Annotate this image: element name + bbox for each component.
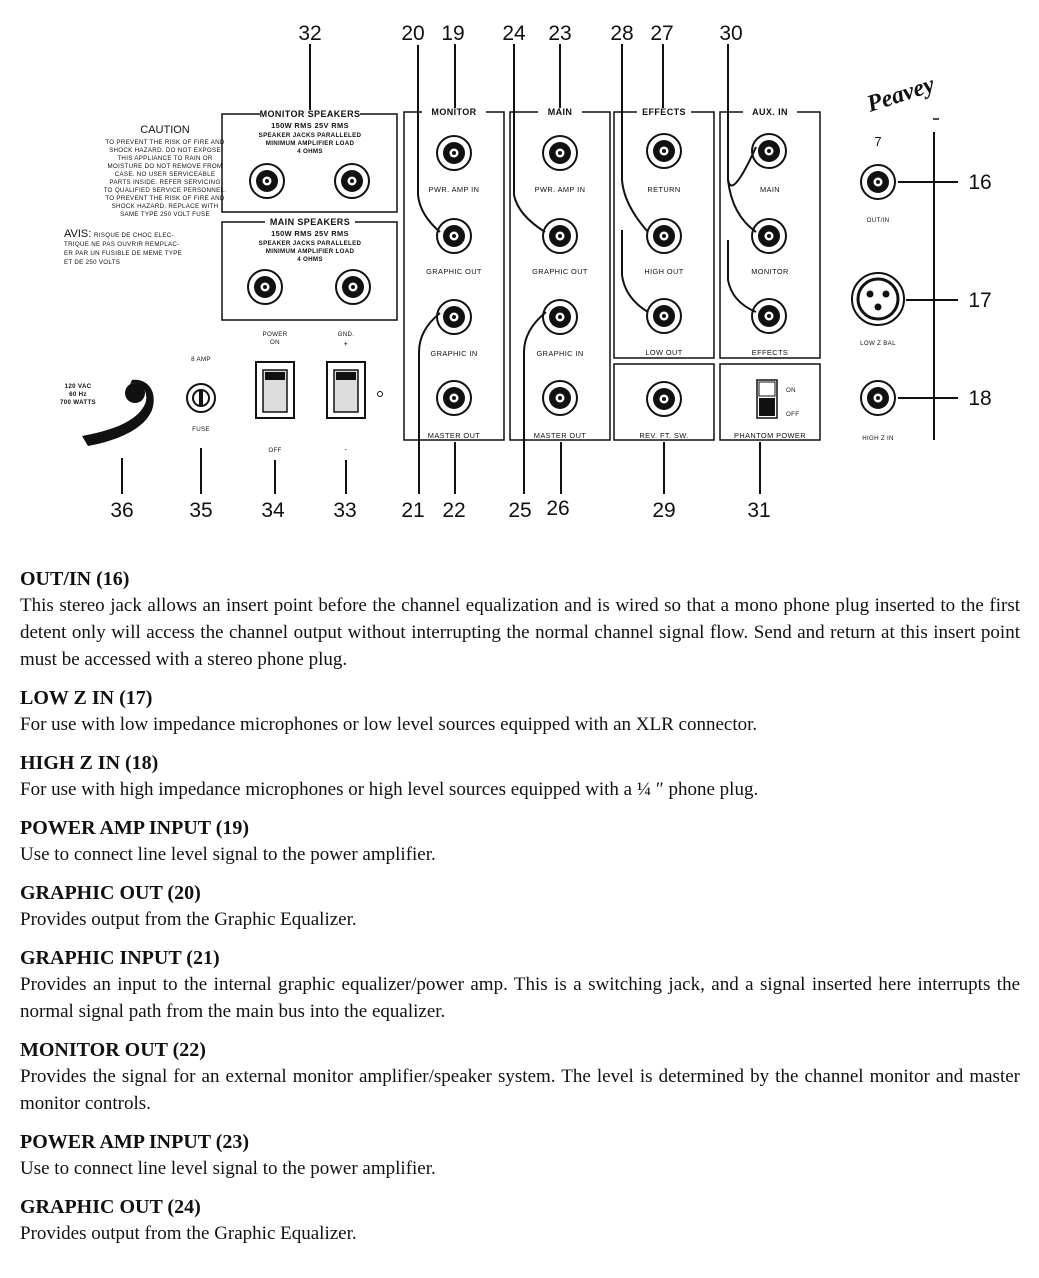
phantom-on-label: ON — [786, 387, 796, 394]
monitor-speaker-jack[interactable] — [250, 164, 284, 198]
ac-rating: 700 WATTS — [60, 399, 96, 406]
entry-title: OUT/IN (16) — [20, 568, 130, 590]
aux-main-jack[interactable] — [752, 134, 786, 168]
entry-body: This stereo jack allows an insert point before the channel equalization and is wired so that a mono phone plug inserted to the first detent only will access the channel output without interrupting the normal channel signal flow. Send and return at this insert point must be accessed with a stereo phone plug. — [20, 595, 1020, 670]
monitor-pwr-amp-in-jack[interactable] — [437, 136, 471, 170]
callout-18: 18 — [968, 387, 992, 410]
entry-body: For use with high impedance microphones or high level sources equipped with a ¼ ″ phone plug. — [20, 779, 759, 800]
caution-line: SHOCK HAZARD. REPLACE WITH — [111, 203, 219, 210]
low-z-bal-label: LOW Z BAL — [860, 340, 896, 347]
callout-24: 24 — [502, 22, 526, 45]
avis-title: AVIS: — [64, 228, 92, 240]
gnd-minus-label: - — [344, 445, 348, 454]
entry-title: POWER AMP INPUT (23) — [20, 1131, 250, 1153]
out-in-jack[interactable] — [861, 165, 895, 199]
caution-line: TO PREVENT THE RISK OF FIRE AND — [105, 139, 225, 146]
avis-line: TRIQUE NE PAS OUVRIR REMPLAC- — [64, 241, 180, 248]
entry-title: HIGH Z IN (18) — [20, 752, 159, 774]
main-pwr-amp-in-jack[interactable] — [543, 136, 577, 170]
callout-34: 34 — [261, 499, 285, 522]
entry-graphic-input-21 — [20, 945, 1020, 1025]
monitor-speakers-line: SPEAKER JACKS PARALLELED — [258, 132, 362, 139]
callout-19: 19 — [441, 22, 465, 45]
power-switch[interactable] — [256, 362, 294, 418]
main-speakers-box — [222, 216, 397, 320]
main-section-title: MAIN — [547, 107, 573, 117]
callout-17: 17 — [968, 289, 992, 312]
fuse-rating: 8 AMP — [191, 356, 211, 363]
entry-body: Provides the signal for an external monitor amplifier/speaker system. The level is determined by the channel monitor and master monitor controls. — [20, 1066, 1020, 1114]
caution-line: SAME TYPE 250 VOLT FUSE — [120, 211, 210, 218]
brand-logo-text: Peavey — [863, 71, 938, 118]
high-z-in-jack[interactable] — [861, 381, 895, 415]
entry-power-amp-input-19 — [20, 815, 1020, 868]
entry-body: Use to connect line level signal to the power amplifier. — [20, 844, 436, 865]
callout-20: 20 — [401, 22, 425, 45]
callout-23: 23 — [548, 22, 572, 45]
monitor-master-out-jack[interactable] — [437, 381, 471, 415]
effects-section-title: EFFECTS — [642, 107, 686, 117]
main-speakers-line: MINIMUM AMPLIFIER LOAD — [265, 248, 355, 255]
avis-line: ER PAR UN FUSIBLE DE MEME TYPE — [64, 250, 183, 257]
callout-27: 27 — [650, 22, 674, 45]
xlr-low-z-jack[interactable] — [852, 273, 904, 325]
aux-in-section — [720, 106, 820, 440]
entry-power-amp-input-23 — [20, 1129, 1020, 1182]
monitor-speakers-line: 4 OHMS — [297, 148, 323, 155]
main-graphic-in-jack[interactable] — [543, 300, 577, 334]
callout-26: 26 — [546, 497, 570, 520]
peavey-logo — [863, 71, 938, 118]
monitor-pwr-amp-in-label: PWR. AMP IN — [428, 185, 480, 194]
gnd-plus-label: + — [343, 339, 349, 348]
callout-36: 36 — [110, 499, 134, 522]
entry-monitor-out-22 — [20, 1037, 1020, 1117]
callout-33: 33 — [333, 499, 357, 522]
monitor-graphic-in-label: GRAPHIC IN — [430, 349, 478, 358]
entry-body: Provides output from the Graphic Equalizer. — [20, 909, 357, 930]
callout-35: 35 — [189, 499, 213, 522]
entry-body: For use with low impedance microphones or low level sources equipped with an XLR connector. — [20, 714, 758, 735]
callout-28: 28 — [610, 22, 634, 45]
callout-29: 29 — [652, 499, 676, 522]
entry-title: POWER AMP INPUT (19) — [20, 817, 250, 839]
caution-line: TO PREVENT THE RISK OF FIRE AND — [105, 195, 225, 202]
entry-graphic-out-24 — [20, 1194, 1020, 1247]
callout-32: 32 — [298, 22, 322, 45]
monitor-speakers-line: 150W RMS 25V RMS — [271, 121, 349, 130]
monitor-speakers-box — [222, 108, 397, 212]
phantom-power-switch[interactable] — [757, 380, 777, 418]
high-z-in-label: HIGH Z IN — [862, 435, 894, 442]
main-speakers-line: SPEAKER JACKS PARALLELED — [258, 240, 362, 247]
caution-title: CAUTION — [140, 124, 190, 136]
effects-low-out-label: LOW OUT — [645, 348, 683, 357]
effects-return-label: RETURN — [647, 185, 681, 194]
phantom-power-label: PHANTOM POWER — [734, 431, 806, 440]
main-master-out-jack[interactable] — [543, 381, 577, 415]
monitor-graphic-out-jack[interactable] — [437, 219, 471, 253]
channel-strip — [852, 71, 939, 442]
main-master-out-label: MASTER OUT — [533, 431, 587, 440]
entry-title: GRAPHIC INPUT (21) — [20, 947, 220, 969]
main-speakers-line: 4 OHMS — [297, 256, 323, 263]
main-graphic-out-jack[interactable] — [543, 219, 577, 253]
avis-line: ET DE 250 VOLTS — [64, 259, 121, 266]
callout-21: 21 — [401, 499, 425, 522]
ac-rating: 120 VAC — [64, 383, 92, 390]
avis-line: RISQUE DE CHOC ELEC- — [94, 232, 174, 239]
out-in-label: OUT/IN — [866, 217, 890, 224]
caution-line: MOISTURE DO NOT REMOVE FROM — [107, 163, 223, 170]
entry-title: GRAPHIC OUT (24) — [20, 1196, 201, 1218]
entry-body: Provides an input to the internal graphic equalizer/power amp. This is a switching jack, and a signal inserted here interrupts the normal signal path from the main bus into the equalizer. — [20, 974, 1020, 1022]
callout-22: 22 — [442, 499, 466, 522]
description-list — [20, 566, 1020, 1259]
monitor-speaker-jack[interactable] — [335, 164, 369, 198]
effects-section — [614, 106, 714, 440]
aux-monitor-jack[interactable] — [752, 219, 786, 253]
aux-effects-label: EFFECTS — [751, 348, 789, 357]
entry-title: MONITOR OUT (22) — [20, 1039, 206, 1061]
monitor-section-title: MONITOR — [431, 107, 477, 117]
main-pwr-amp-in-label: PWR. AMP IN — [534, 185, 586, 194]
monitor-speakers-line: MINIMUM AMPLIFIER LOAD — [265, 140, 355, 147]
monitor-speakers-title: MONITOR SPEAKERS — [259, 109, 361, 119]
entry-graphic-out-20 — [20, 880, 1020, 933]
caution-line: CASE. NO USER SERVICEABLE — [114, 171, 216, 178]
entry-low-z-in — [20, 685, 1020, 738]
effects-high-out-jack[interactable] — [647, 219, 681, 253]
callout-31: 31 — [747, 499, 771, 522]
channel-number: 7 — [874, 134, 882, 149]
caution-block — [64, 124, 226, 266]
power-label: POWER — [262, 331, 288, 338]
main-graphic-in-label: GRAPHIC IN — [536, 349, 584, 358]
callout-30: 30 — [719, 22, 743, 45]
power-label: ON — [270, 339, 280, 346]
aux-effects-jack[interactable] — [752, 299, 786, 333]
monitor-master-out-label: MASTER OUT — [427, 431, 481, 440]
effects-low-out-jack[interactable] — [647, 299, 681, 333]
aux-in-title: AUX. IN — [752, 107, 788, 117]
caution-line: SHOCK HAZARD. DO NOT EXPOSE — [109, 147, 221, 154]
aux-monitor-label: MONITOR — [751, 267, 789, 276]
monitor-graphic-out-label: GRAPHIC OUT — [426, 267, 482, 276]
effects-high-out-label: HIGH OUT — [644, 267, 684, 276]
entry-body: Provides output from the Graphic Equalizer. — [20, 1223, 357, 1244]
main-speakers-line: 150W RMS 25V RMS — [271, 229, 349, 238]
power-section — [60, 331, 382, 454]
ac-rating: 60 Hz — [69, 391, 87, 398]
fuse-holder[interactable] — [187, 384, 215, 412]
monitor-graphic-in-jack[interactable] — [437, 300, 471, 334]
callout-25: 25 — [508, 499, 532, 522]
aux-main-label: MAIN — [759, 185, 781, 194]
rev-ft-sw-jack[interactable] — [647, 382, 681, 416]
fuse-label: FUSE — [192, 426, 210, 433]
main-speaker-jack[interactable] — [336, 270, 370, 304]
entry-title: LOW Z IN (17) — [20, 687, 153, 709]
entry-title: GRAPHIC OUT (20) — [20, 882, 201, 904]
main-speaker-jack[interactable] — [248, 270, 282, 304]
phantom-off-label: OFF — [786, 411, 800, 418]
entry-body: Use to connect line level signal to the power amplifier. — [20, 1158, 436, 1179]
caution-line: TO QUALIFIED SERVICE PERSONNEL. — [103, 187, 227, 194]
power-off-label: OFF — [268, 447, 282, 454]
rear-panel-diagram — [0, 0, 1039, 540]
effects-return-jack[interactable] — [647, 134, 681, 168]
rev-ft-sw-label: REV. FT. SW. — [639, 431, 689, 440]
main-graphic-out-label: GRAPHIC OUT — [532, 267, 588, 276]
ground-switch[interactable] — [327, 362, 365, 418]
callout-16: 16 — [968, 171, 992, 194]
gnd-label: GND. — [337, 331, 355, 338]
caution-line: THIS APPLIANCE TO RAIN OR — [117, 155, 213, 162]
main-speakers-title: MAIN SPEAKERS — [269, 217, 351, 227]
caution-line: PARTS INSIDE. REFER SERVICING — [109, 179, 221, 186]
entry-high-z-in — [20, 750, 1020, 803]
entry-out-in — [20, 566, 1020, 673]
